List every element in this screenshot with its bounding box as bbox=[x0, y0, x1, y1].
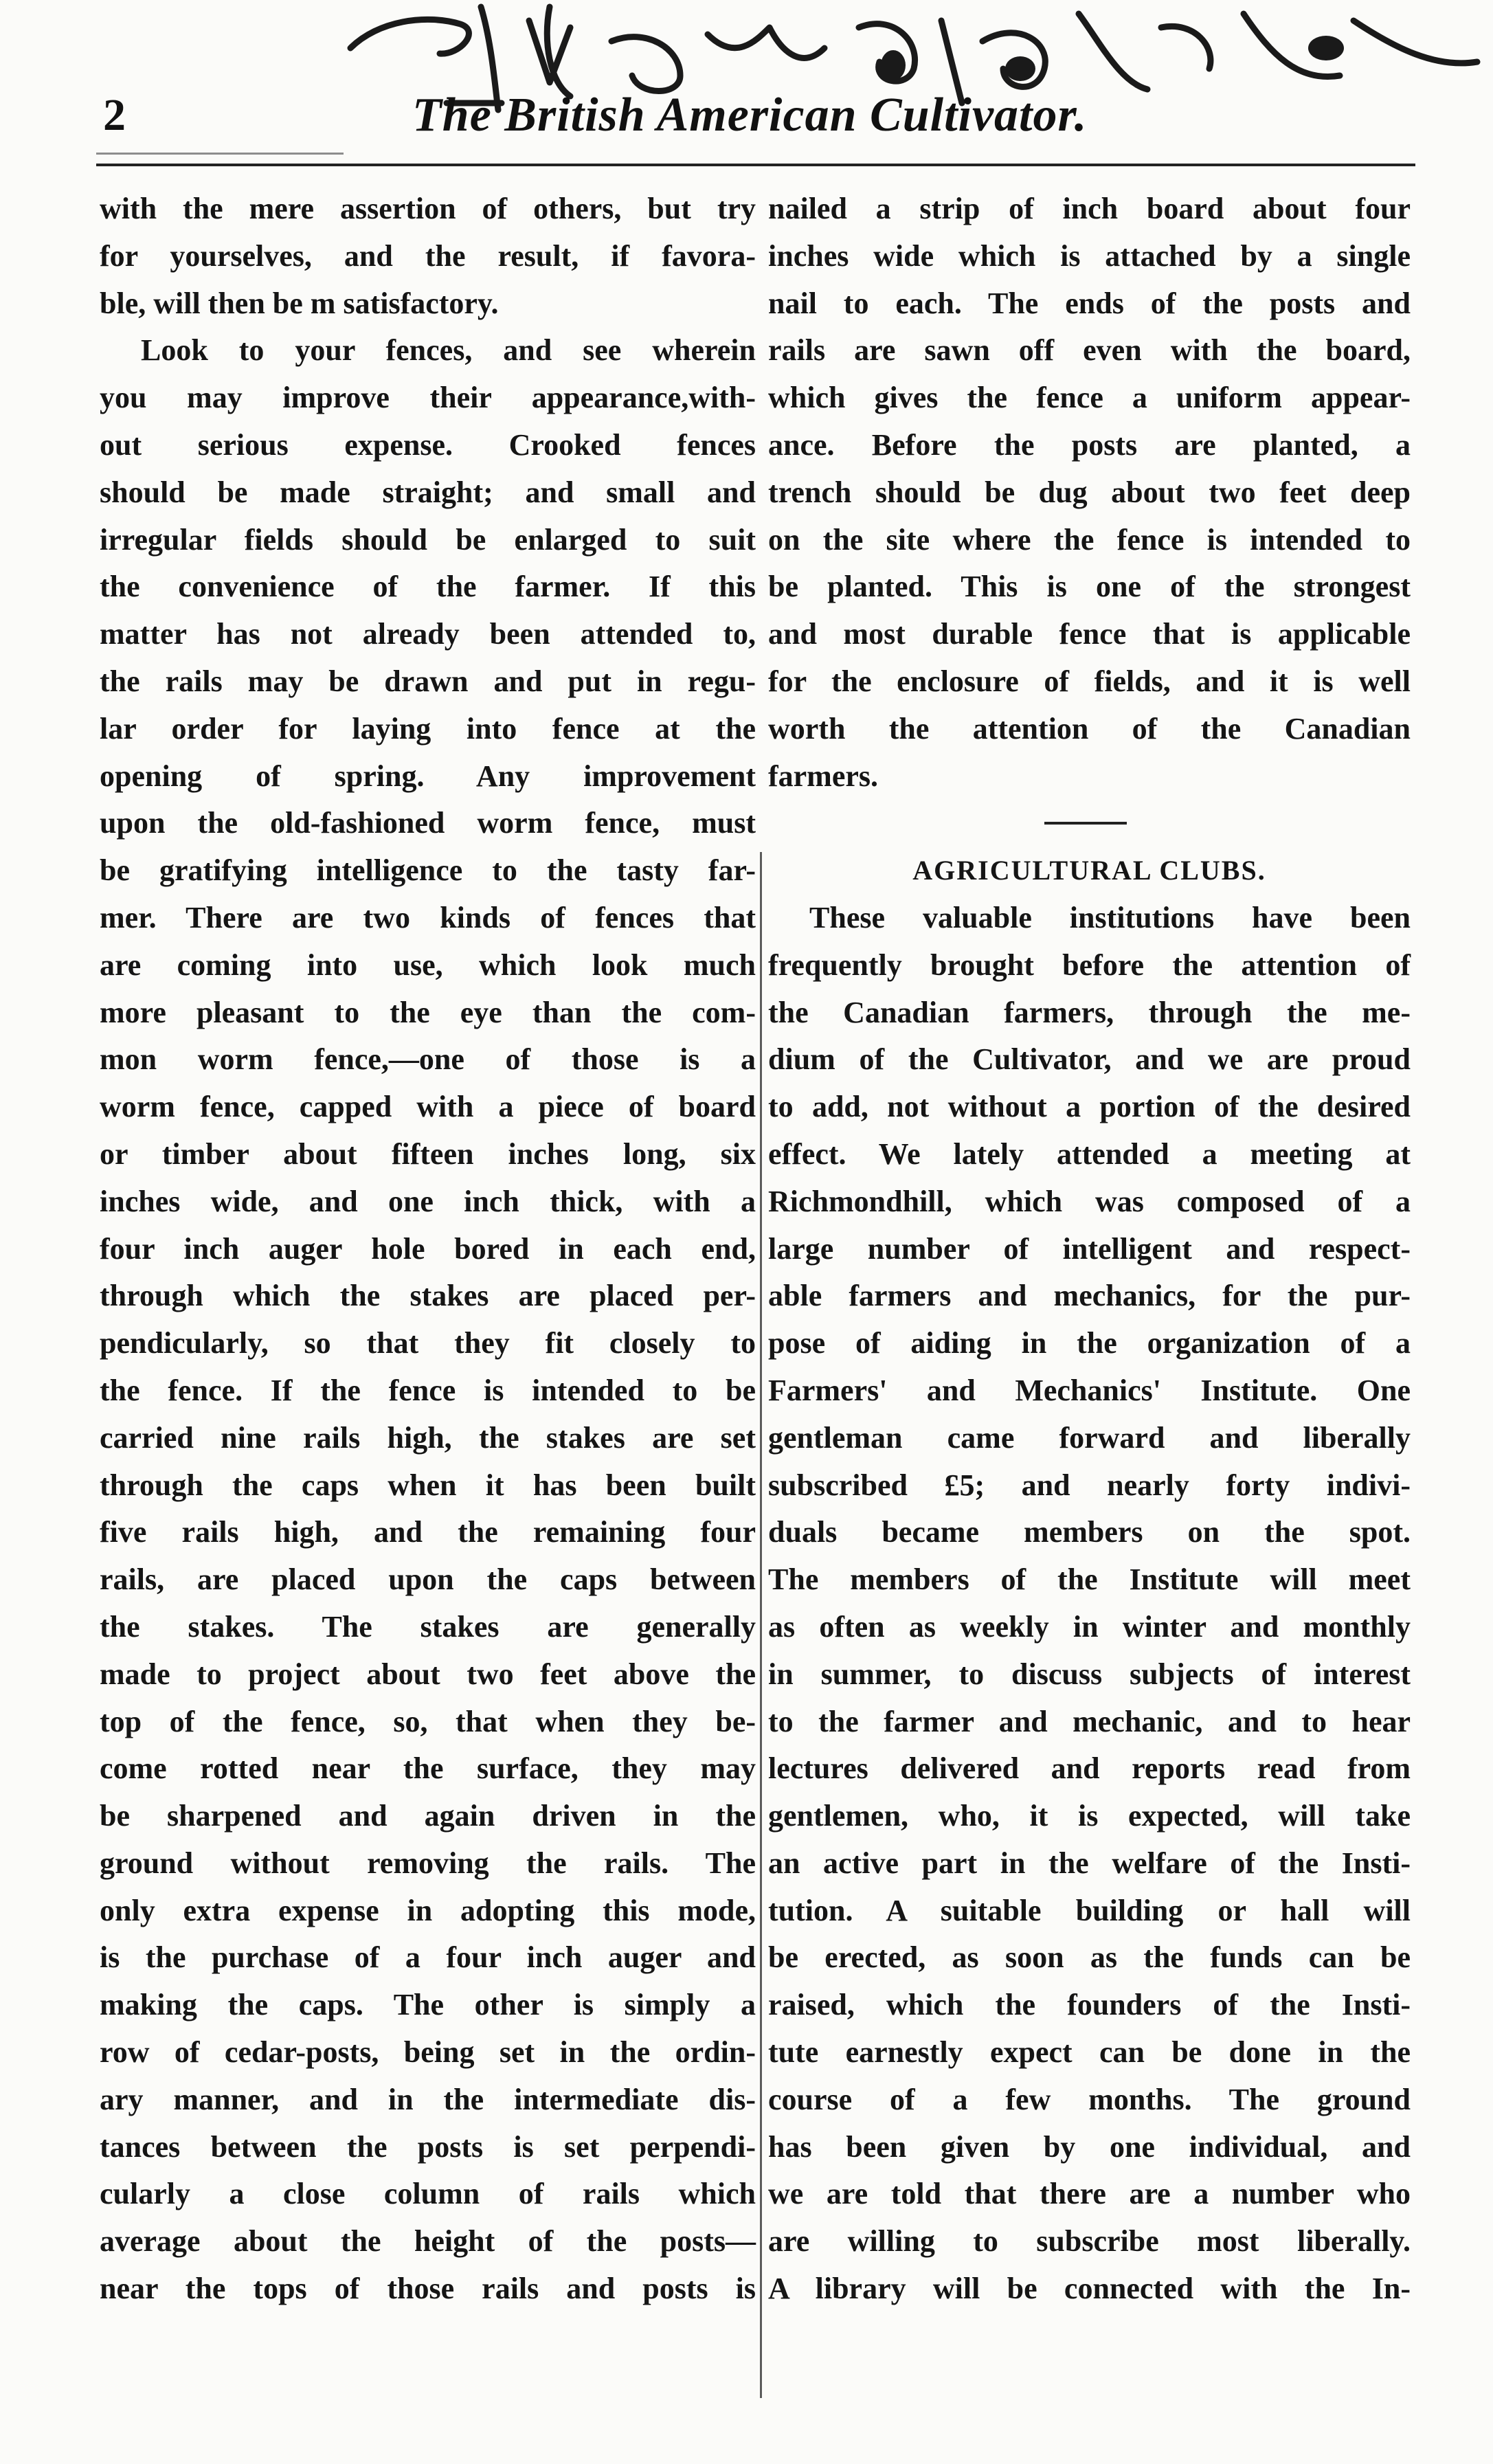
text-line: Look to your fences, and see wherein bbox=[141, 333, 756, 368]
text-line: lectures delivered and reports read from bbox=[768, 1751, 1411, 1786]
text-line: worth the attention of the Canadian bbox=[768, 711, 1411, 746]
text-line: through which the stakes are placed per- bbox=[100, 1279, 756, 1313]
text-line: the fence. If the fence is intended to be bbox=[100, 1373, 756, 1407]
text-line: These valuable institutions have been bbox=[809, 900, 1411, 934]
text-line: opening of spring. Any improvement bbox=[100, 759, 756, 793]
text-line: ary manner, and in the intermediate dis- bbox=[100, 2082, 756, 2116]
text-line: we are told that there are a number who bbox=[768, 2177, 1411, 2211]
header-rule bbox=[96, 164, 1415, 166]
text-line: mon worm fence,—one of those is a bbox=[100, 1042, 756, 1077]
text-line: to the farmer and mechanic, and to hear bbox=[768, 1704, 1411, 1738]
text-line: inches wide, and one inch thick, with a bbox=[100, 1184, 756, 1218]
text-line: be erected, as soon as the funds can be bbox=[768, 1940, 1411, 1975]
text-line: near the tops of those rails and posts is bbox=[100, 2272, 756, 2306]
text-line: to add, not without a portion of the desired bbox=[768, 1090, 1411, 1124]
text-line: subscribed £5; and nearly forty indivi- bbox=[768, 1468, 1411, 1502]
text-line: pendicularly, so that they fit closely to bbox=[100, 1326, 756, 1360]
text-line: effect. We lately attended a meeting at bbox=[768, 1136, 1411, 1171]
section-heading: AGRICULTURAL CLUBS. bbox=[912, 855, 1266, 886]
text-line: an active part in the welfare of the Insti- bbox=[768, 1846, 1411, 1880]
text-line: you may improve their appearance,with- bbox=[100, 381, 756, 415]
header-rule-faint bbox=[96, 153, 344, 155]
text-line: on the site where the fence is intended to bbox=[768, 522, 1411, 557]
text-line: mer. There are two kinds of fences that bbox=[100, 900, 756, 934]
text-line: upon the old-fashioned worm fence, must bbox=[100, 806, 756, 840]
text-line: is the purchase of a four inch auger and bbox=[100, 1940, 756, 1975]
text-line: top of the fence, so, that when they be- bbox=[100, 1704, 756, 1738]
text-line: course of a few months. The ground bbox=[768, 2082, 1411, 2116]
text-line: be gratifying intelligence to the tasty far- bbox=[100, 853, 756, 888]
text-line: as often as weekly in winter and monthly bbox=[768, 1609, 1411, 1644]
text-line: more pleasant to the eye than the com- bbox=[100, 995, 756, 1029]
text-line: ground without removing the rails. The bbox=[100, 1846, 756, 1880]
text-line: row of cedar-posts, being set in the ordin- bbox=[100, 2035, 756, 2070]
text-line: Farmers' and Mechanics' Institute. One bbox=[768, 1373, 1411, 1407]
text-line: tute earnestly expect can be done in the bbox=[768, 2035, 1411, 2070]
text-line: in summer, to discuss subjects of interest bbox=[768, 1657, 1411, 1691]
text-line: gentlemen, who, it is expected, will take bbox=[768, 1799, 1411, 1833]
text-line: raised, which the founders of the Insti- bbox=[768, 1988, 1411, 2022]
text-line: should be made straight; and small and bbox=[100, 475, 756, 509]
text-line: frequently brought before the attention of bbox=[768, 948, 1411, 982]
text-line: are coming into use, which look much bbox=[100, 948, 756, 982]
text-line: ance. Before the posts are planted, a bbox=[768, 427, 1411, 462]
left-column bbox=[100, 186, 756, 2313]
text-line: nailed a strip of inch board about four bbox=[768, 192, 1411, 225]
right-column bbox=[768, 186, 1411, 2313]
page-number: 2 bbox=[103, 90, 126, 140]
text-line: four inch auger hole bored in each end, bbox=[100, 1231, 756, 1266]
text-line: for yourselves, and the result, if favora- bbox=[100, 238, 756, 273]
text-line: five rails high, and the remaining four bbox=[100, 1515, 756, 1549]
text-line: through the caps when it has been built bbox=[100, 1468, 756, 1502]
text-line: trench should be dug about two feet deep bbox=[768, 475, 1411, 509]
text-line: the Canadian farmers, through the me- bbox=[768, 995, 1411, 1029]
text-line: lar order for laying into fence at the bbox=[100, 711, 756, 746]
text-line: ble, will then be m satisfactory. bbox=[100, 286, 499, 320]
text-line: A library will be connected with the In- bbox=[768, 2272, 1411, 2306]
text-line: rails, are placed upon the caps between bbox=[100, 1563, 756, 1597]
text-line: large number of intelligent and respect- bbox=[768, 1231, 1411, 1266]
text-line: out serious expense. Crooked fences bbox=[100, 427, 756, 462]
text-line: and most durable fence that is applicable bbox=[768, 617, 1411, 651]
text-line: be sharpened and again driven in the bbox=[100, 1799, 756, 1833]
text-line: farmers. bbox=[768, 759, 879, 793]
text-line: made to project about two feet above the bbox=[100, 1657, 756, 1691]
text-line: pose of aiding in the organization of a bbox=[768, 1326, 1411, 1360]
running-head: The British American Cultivator. bbox=[412, 89, 1088, 142]
text-line: tution. A suitable building or hall will bbox=[768, 1893, 1411, 1927]
text-line: gentleman came forward and liberally bbox=[768, 1420, 1411, 1455]
text-line: or timber about fifteen inches long, six bbox=[100, 1136, 756, 1171]
text-line: has been given by one individual, and bbox=[768, 2129, 1411, 2164]
text-line: dium of the Cultivator, and we are proud bbox=[768, 1042, 1411, 1077]
text-line: be planted. This is one of the strongest bbox=[768, 570, 1411, 604]
text-line: come rotted near the surface, they may bbox=[100, 1751, 756, 1786]
text-line: for the enclosure of fields, and it is well bbox=[768, 664, 1411, 698]
text-line: the convenience of the farmer. If this bbox=[100, 570, 756, 604]
text-line: with the mere assertion of others, but try bbox=[100, 192, 756, 225]
text-line: rails are sawn off even with the board, bbox=[768, 333, 1411, 368]
text-line: the rails may be drawn and put in regu- bbox=[100, 664, 756, 698]
text-line: worm fence, capped with a piece of board bbox=[100, 1090, 756, 1124]
text-line: carried nine rails high, the stakes are set bbox=[100, 1420, 756, 1455]
text-line: inches wide which is attached by a single bbox=[768, 238, 1411, 273]
text-line: nail to each. The ends of the posts and bbox=[768, 286, 1411, 320]
text-line: able farmers and mechanics, for the pur- bbox=[768, 1279, 1411, 1313]
text-line: are willing to subscribe most liberally. bbox=[768, 2224, 1411, 2259]
text-line: tances between the posts is set perpendi- bbox=[100, 2129, 756, 2164]
text-line: duals became members on the spot. bbox=[768, 1515, 1411, 1549]
text-line: the stakes. The stakes are generally bbox=[100, 1609, 756, 1644]
text-line: Richmondhill, which was composed of a bbox=[768, 1184, 1411, 1218]
section-separator bbox=[1044, 822, 1127, 825]
text-line: The members of the Institute will meet bbox=[768, 1563, 1411, 1597]
text-line: which gives the fence a uniform appear- bbox=[768, 381, 1411, 415]
text-line: making the caps. The other is simply a bbox=[100, 1988, 756, 2022]
column-divider bbox=[760, 852, 762, 2398]
text-line: matter has not already been attended to, bbox=[100, 617, 756, 651]
text-line: irregular fields should be enlarged to suit bbox=[100, 522, 756, 557]
text-line: cularly a close column of rails which bbox=[100, 2177, 756, 2211]
text-line: only extra expense in adopting this mode, bbox=[100, 1893, 756, 1927]
text-line: average about the height of the posts— bbox=[100, 2224, 756, 2259]
